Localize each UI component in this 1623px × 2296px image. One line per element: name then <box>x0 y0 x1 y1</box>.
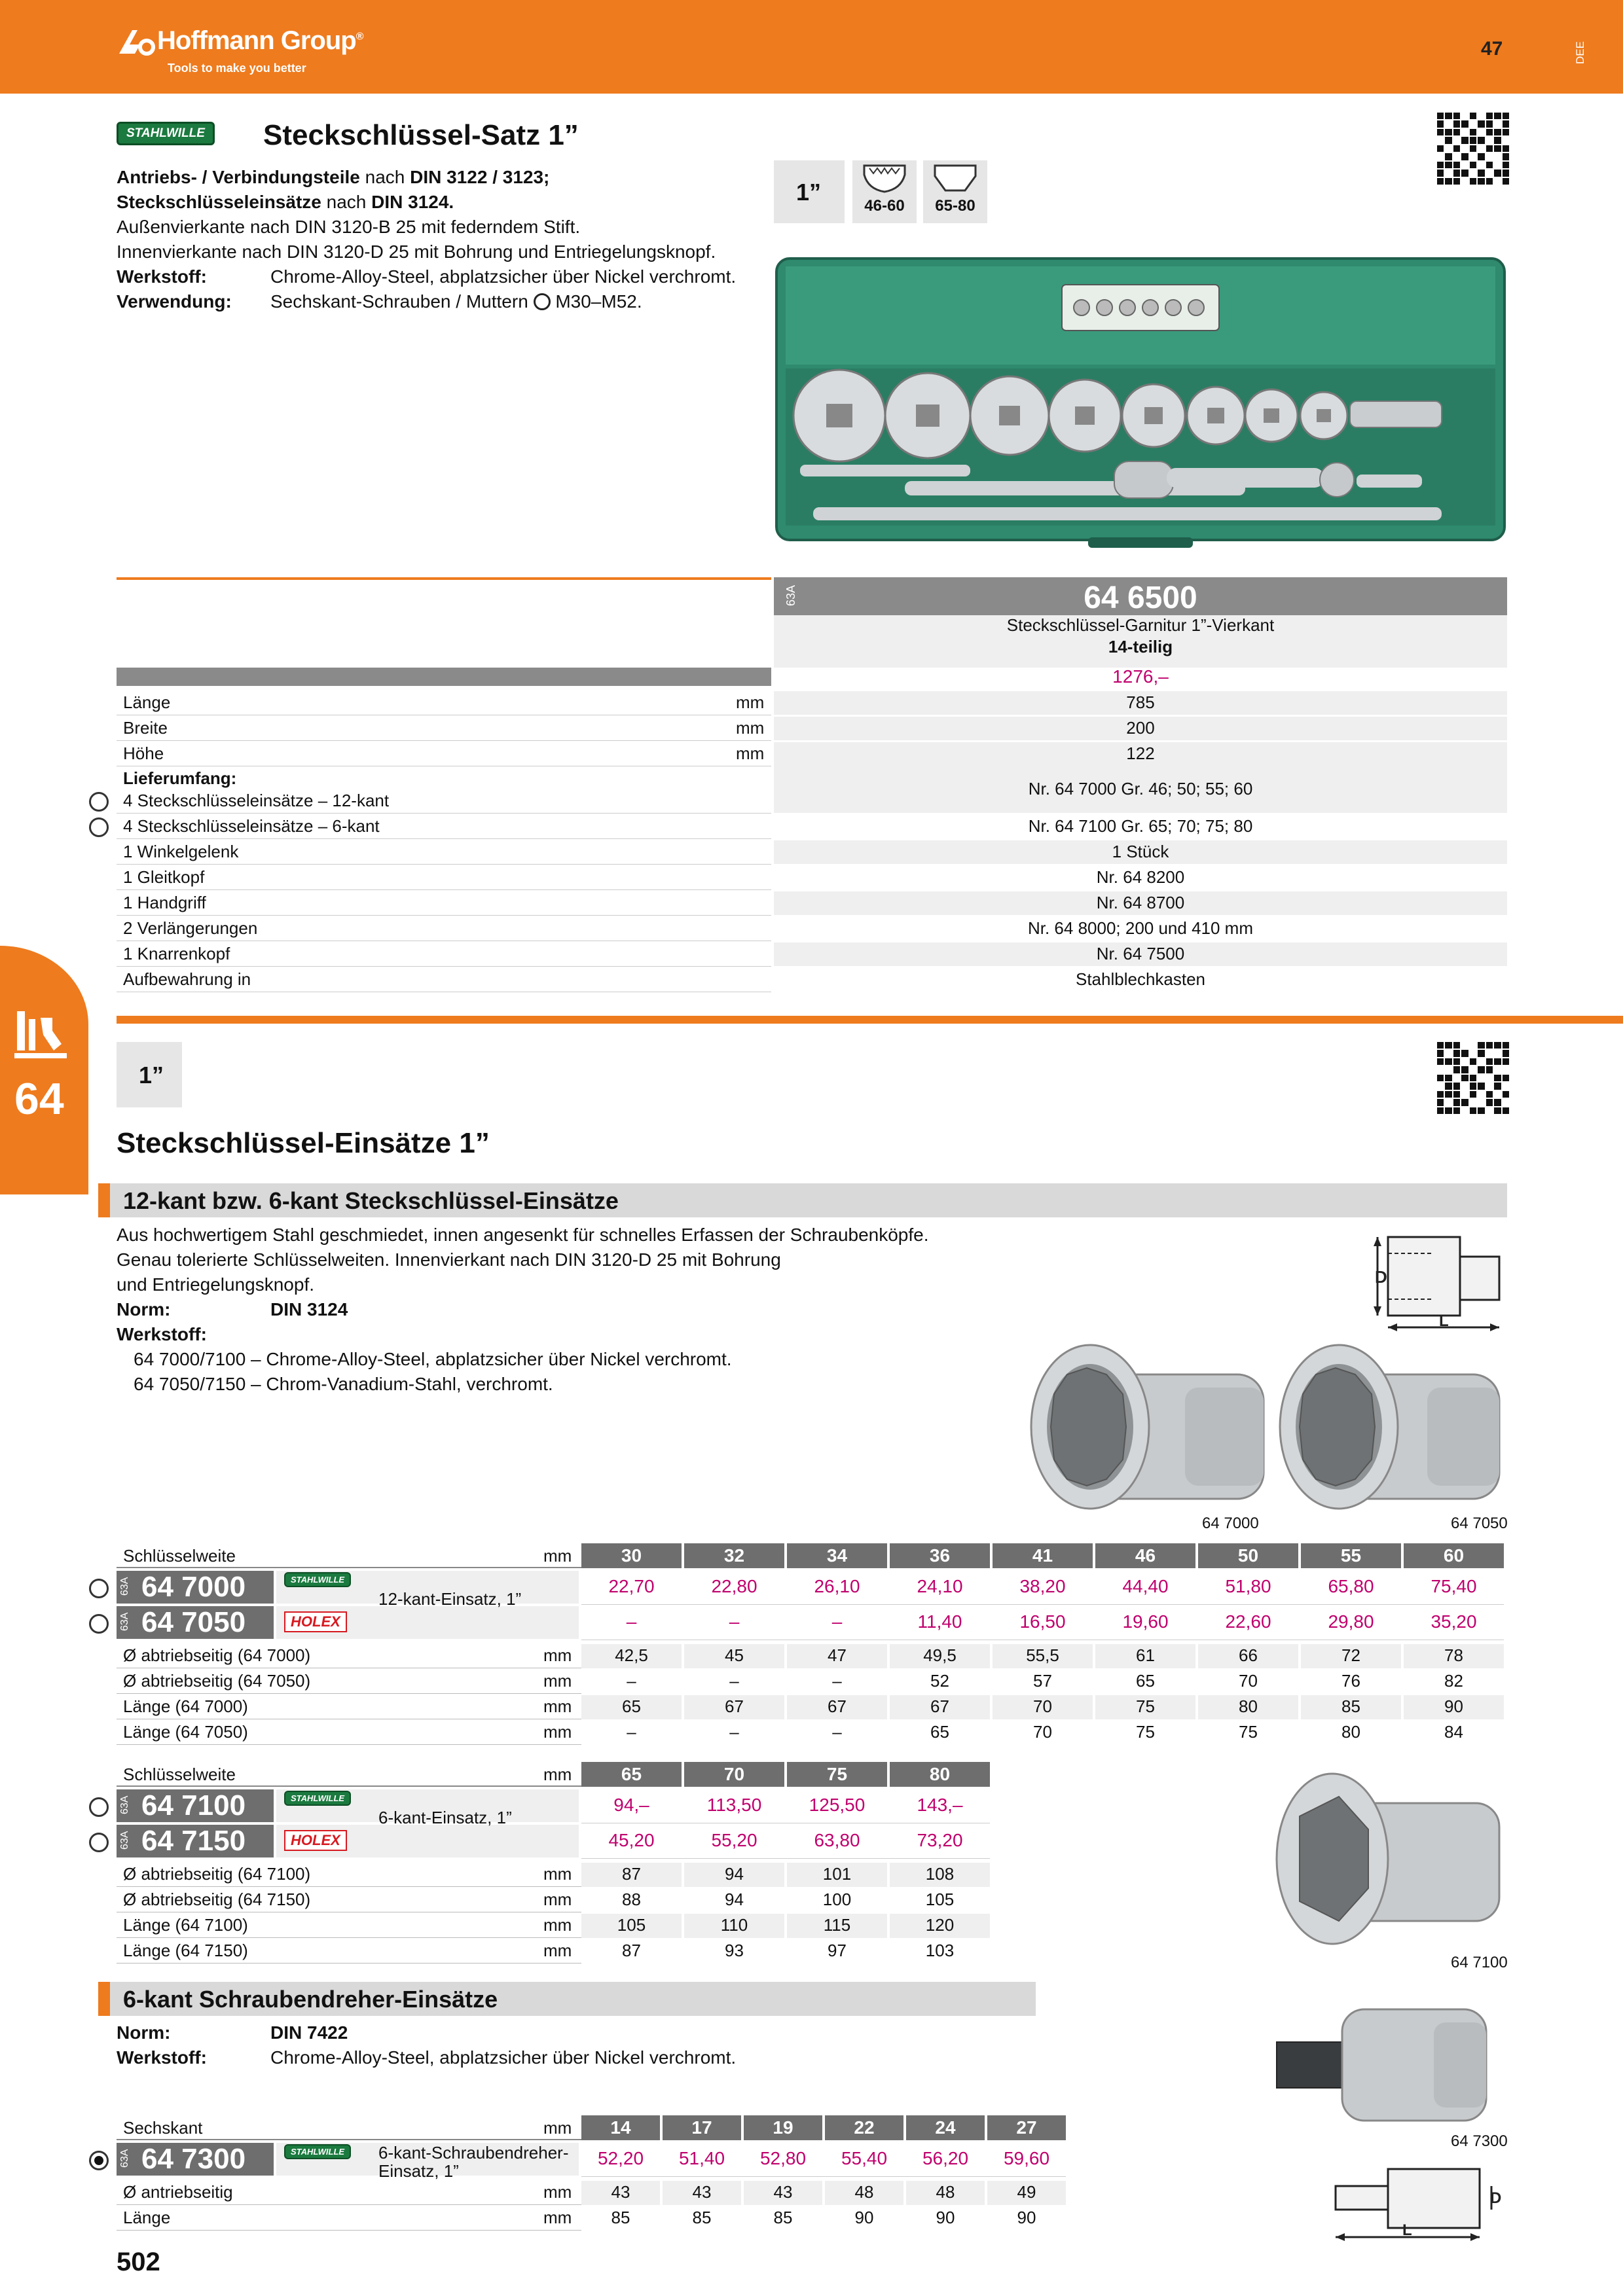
profile-12-range: 46-60 <box>864 197 905 215</box>
value-cell: 103 <box>925 1941 955 1960</box>
set-scope-item: 1 Gleitkopf <box>123 867 205 887</box>
screwdriver-material-line: Werkstoff: Chrome-Alloy-Steel, abplatzsicher über Nickel verchromt. <box>117 2047 737 2068</box>
row-label: Ø antriebseitig <box>123 2182 233 2202</box>
set-scope-value: Nr. 64 7500 <box>1096 944 1185 963</box>
select-radio[interactable] <box>89 817 109 837</box>
price-cell: 75,40 <box>1431 1576 1477 1596</box>
value-cell: 45 <box>725 1645 744 1665</box>
sockets-material-1: 64 7000/7100 – Chrome-Alloy-Steel, abplatzsicher über Nickel verchromt. <box>134 1349 732 1369</box>
type-label: 6-kant-Schraubendreher- <box>378 2143 569 2162</box>
value-cell: 84 <box>1444 1722 1463 1742</box>
price-cell: 22,70 <box>608 1576 655 1596</box>
stahlwille-badge: STAHLWILLE <box>284 1791 351 1806</box>
screwdriver-title-bar <box>98 1982 1036 2016</box>
screwdriver-accent <box>98 1982 110 2016</box>
price-cell: 38,20 <box>1019 1576 1066 1596</box>
price-cell: 44,40 <box>1122 1576 1169 1596</box>
value-cell: 90 <box>1017 2208 1036 2227</box>
value-cell: 55,5 <box>1026 1645 1059 1665</box>
set-scope-label: Lieferumfang: <box>123 768 237 788</box>
brand-name: Hoffmann Group® <box>157 26 363 55</box>
set-dim-value: 785 <box>1126 692 1155 712</box>
page-number-bottom: 502 <box>117 2248 160 2276</box>
value-cell: – <box>729 1671 739 1691</box>
set-dim-unit: mm <box>736 692 765 712</box>
row-label: Länge (64 7150) <box>123 1941 248 1960</box>
article-number-cell[interactable] <box>117 1825 274 1857</box>
article-number-cell[interactable] <box>117 1571 274 1604</box>
set-desc-2: 14-teilig <box>1108 637 1173 656</box>
price-cell: 143,– <box>917 1795 963 1815</box>
six-point-profile-icon <box>932 163 978 194</box>
set-dim-label: Breite <box>123 718 168 738</box>
size-header-cell: 22 <box>825 2115 903 2140</box>
value-cell: 90 <box>936 2208 955 2227</box>
price-cell: – <box>729 1611 740 1632</box>
price-cell: 56,20 <box>922 2148 969 2168</box>
image-label-647100: 64 7100 <box>1451 1954 1508 1971</box>
price-cell: 16,50 <box>1019 1611 1066 1632</box>
set-scope-item: 1 Knarrenkopf <box>123 944 230 963</box>
article-number: 64 7150 <box>141 1825 246 1857</box>
row-unit: mm <box>543 1915 572 1935</box>
holex-badge: HOLEX <box>284 1611 347 1632</box>
price-cell: – <box>626 1611 637 1632</box>
screwdriver-norm-line: Norm: DIN 7422 <box>117 2022 348 2043</box>
value-cell: 72 <box>1341 1645 1360 1665</box>
section-divider <box>117 1016 1623 1024</box>
article-number: 64 7100 <box>141 1789 246 1821</box>
price-cell: 24,10 <box>917 1576 963 1596</box>
twelve-point-profile-icon <box>862 163 907 194</box>
price-cell: 22,60 <box>1225 1611 1271 1632</box>
price-cell: 51,80 <box>1225 1576 1271 1596</box>
size-header-cell: 30 <box>581 1543 682 1568</box>
table-head-label: Schlüsselweite <box>123 1765 236 1784</box>
value-cell: 90 <box>854 2208 874 2227</box>
value-cell: 85 <box>1341 1696 1360 1716</box>
size-header-cell: 80 <box>890 1762 990 1787</box>
value-cell: 78 <box>1444 1645 1463 1665</box>
value-cell: 105 <box>925 1890 955 1909</box>
value-cell: 67 <box>828 1696 847 1716</box>
holex-badge: HOLEX <box>284 1830 347 1851</box>
value-cell: 76 <box>1341 1671 1360 1691</box>
set-scope-row <box>117 891 1507 916</box>
value-cell: 82 <box>1444 1671 1463 1691</box>
article-number-cell[interactable] <box>117 1789 274 1822</box>
set-scope-row <box>117 866 1507 891</box>
value-cell: 85 <box>692 2208 712 2227</box>
value-cell: 49,5 <box>923 1645 957 1665</box>
row-label: Ø abtriebseitig (64 7150) <box>123 1890 311 1909</box>
set-dim-value: 200 <box>1126 718 1155 738</box>
set-scope-value: Stahlblechkasten <box>1075 969 1206 989</box>
set-dim-unit: mm <box>736 744 765 763</box>
set-scope-item: 2 Verlängerungen <box>123 918 258 938</box>
socket-12-kant-image-stahlwille <box>1015 1335 1270 1518</box>
size-header-cell: 65 <box>581 1762 682 1787</box>
set-desc-line-4: Innenvierkante nach DIN 3120-D 25 mit Bohrung und Entriegelungsknopf. <box>117 242 716 262</box>
stahlwille-badge: STAHLWILLE <box>284 1572 351 1587</box>
size-header-cell: 17 <box>663 2115 741 2140</box>
sockets-desc-3: und Entriegelungsknopf. <box>117 1274 314 1295</box>
sockets-material-label: Werkstoff: <box>117 1324 207 1344</box>
price-cell: 45,20 <box>608 1830 655 1850</box>
article-number-cell[interactable] <box>117 2143 274 2176</box>
image-label-647000: 64 7000 <box>1202 1515 1259 1532</box>
row-unit: mm <box>543 1864 572 1884</box>
value-cell: 43 <box>773 2182 793 2202</box>
group-code: 63A <box>119 1612 130 1631</box>
value-cell: 61 <box>1136 1645 1155 1665</box>
dim-l-label: L <box>1439 1312 1449 1330</box>
value-cell: 93 <box>725 1941 744 1960</box>
table-head-unit: mm <box>543 1765 572 1784</box>
set-desc-line-1: Antriebs- / Verbindungsteile nach DIN 3122 / 3123; <box>117 167 550 187</box>
value-cell: 48 <box>854 2182 874 2202</box>
sockets-material-2: 64 7050/7150 – Chrom-Vanadium-Stahl, verchromt. <box>134 1374 553 1394</box>
size-header-cell: 55 <box>1301 1543 1401 1568</box>
bit-dim-l: L <box>1402 2221 1412 2239</box>
sockets-description <box>117 1223 1033 1397</box>
article-number-cell[interactable] <box>117 1606 274 1639</box>
group-code: 63A <box>119 1831 130 1850</box>
language-code: DEE <box>1574 41 1586 64</box>
price-cell: 94,– <box>613 1795 649 1815</box>
price-cell: 59,60 <box>1003 2148 1050 2168</box>
hex-outline-icon <box>534 293 551 310</box>
set-scope-value: Nr. 64 8700 <box>1096 893 1185 912</box>
set-group-code: 63A <box>784 584 797 606</box>
type-label: Einsatz, 1” <box>378 2161 459 2181</box>
set-dim-label: Länge <box>123 692 171 712</box>
profile-6-kant <box>923 160 987 223</box>
value-cell: 100 <box>822 1890 852 1909</box>
price-cell: 35,20 <box>1431 1611 1477 1632</box>
sockets-desc-2: Genau tolerierte Schlüsselweiten. Innenvierkant nach DIN 3120-D 25 mit Bohrung <box>117 1249 781 1270</box>
value-cell: – <box>627 1722 636 1742</box>
set-dim-row <box>117 742 1507 767</box>
value-cell: 90 <box>1444 1696 1463 1716</box>
type-label: 12-kant-Einsatz, 1” <box>378 1589 522 1609</box>
value-cell: 105 <box>617 1915 646 1935</box>
value-cell: 87 <box>622 1864 641 1884</box>
set-scope-value: Nr. 64 7000 Gr. 46; 50; 55; 60 <box>1028 779 1253 798</box>
article-radio[interactable] <box>89 1579 109 1598</box>
size-header-cell: 46 <box>1095 1543 1195 1568</box>
value-cell: 65 <box>1136 1671 1155 1691</box>
size-header-cell: 19 <box>744 2115 822 2140</box>
set-description <box>117 165 804 314</box>
row-label: Länge (64 7100) <box>123 1915 248 1935</box>
value-cell: 87 <box>622 1941 641 1960</box>
row-unit: mm <box>543 1890 572 1909</box>
drive-size-label: 1” <box>796 179 822 206</box>
price-cell: 19,60 <box>1122 1611 1169 1632</box>
sockets-norm-line: Norm: DIN 3124 <box>117 1299 348 1319</box>
value-cell: 67 <box>930 1696 949 1716</box>
set-scope-value: Nr. 64 8200 <box>1096 867 1185 887</box>
row-unit: mm <box>543 1941 572 1960</box>
value-cell: 94 <box>725 1864 744 1884</box>
row-unit: mm <box>543 2208 572 2227</box>
set-desc-1: Steckschlüssel-Garnitur 1”-Vierkant <box>1006 615 1275 635</box>
hoffmann-logo-icon <box>117 25 156 58</box>
value-cell: 115 <box>823 1915 851 1935</box>
value-cell: 94 <box>725 1890 744 1909</box>
size-header-cell: 27 <box>987 2115 1066 2140</box>
page-number-top: 47 <box>1481 38 1503 60</box>
value-cell: – <box>627 1671 636 1691</box>
screwdriver-bit-image <box>1270 1990 1506 2134</box>
value-cell: 75 <box>1136 1722 1155 1742</box>
image-label-647300: 64 7300 <box>1451 2132 1508 2150</box>
brand-tagline: Tools to make you better <box>168 62 306 75</box>
value-cell: 67 <box>725 1696 744 1716</box>
set-scope-row <box>117 942 1507 967</box>
price-cell: 11,40 <box>917 1611 962 1632</box>
article-number: 64 7050 <box>141 1606 246 1638</box>
set-scope-row <box>117 779 1507 814</box>
row-unit: mm <box>543 2182 572 2202</box>
set-title: Steckschlüssel-Satz 1” <box>263 119 579 151</box>
chapter-number: 64 <box>14 1074 64 1124</box>
row-unit: mm <box>543 1696 572 1716</box>
value-cell: 49 <box>1017 2182 1036 2202</box>
sockets-subtitle: 12-kant bzw. 6-kant Steckschlüssel-Einsätze <box>123 1187 619 1214</box>
set-description-cell <box>774 615 1507 668</box>
qr-code-icon <box>1437 1042 1509 1114</box>
value-cell: 48 <box>936 2182 955 2202</box>
group-code: 63A <box>119 1577 130 1596</box>
set-article-number[interactable]: 64 6500 <box>1084 581 1197 615</box>
value-cell: 57 <box>1033 1671 1052 1691</box>
row-unit: mm <box>543 1671 572 1691</box>
set-scope-row <box>117 917 1507 942</box>
value-cell: 85 <box>611 2208 630 2227</box>
set-desc-line-2: Steckschlüsseleinsätze nach DIN 3124. <box>117 192 454 212</box>
value-cell: 43 <box>611 2182 630 2202</box>
value-cell: 80 <box>1239 1696 1258 1716</box>
dim-d-label: D <box>1375 1267 1387 1287</box>
price-cell: 29,80 <box>1328 1611 1374 1632</box>
row-label: Ø abtriebseitig (64 7000) <box>123 1645 311 1665</box>
value-cell: 70 <box>1033 1696 1052 1716</box>
price-cell: 52,20 <box>597 2148 644 2168</box>
screwdriver-spec <box>117 2020 1033 2070</box>
size-header-cell: 70 <box>684 1762 784 1787</box>
value-cell: 110 <box>720 1915 748 1935</box>
size-header-cell: 14 <box>581 2115 660 2140</box>
set-dim-unit: mm <box>736 718 765 738</box>
value-cell: 97 <box>828 1941 847 1960</box>
set-scope-item: 4 Steckschlüsseleinsätze – 12-kant <box>123 791 390 810</box>
article-number: 64 7000 <box>141 1571 246 1603</box>
row-label: Ø abtriebseitig (64 7050) <box>123 1671 311 1691</box>
table-head-unit: mm <box>543 1546 572 1566</box>
size-header-cell: 24 <box>906 2115 985 2140</box>
article-radio[interactable] <box>89 1614 109 1634</box>
drive-size-box <box>774 160 845 223</box>
price-cell: – <box>831 1611 843 1632</box>
set-desc-line-3: Außenvierkante nach DIN 3120-B 25 mit federndem Stift. <box>117 217 581 237</box>
value-cell: 88 <box>622 1890 641 1909</box>
row-label: Ø abtriebseitig (64 7100) <box>123 1864 311 1884</box>
price-cell: 65,80 <box>1328 1576 1374 1596</box>
size-header-cell: 32 <box>684 1543 784 1568</box>
set-material-line: Werkstoff: Chrome-Alloy-Steel, abplatzsicher über Nickel verchromt. <box>117 266 737 287</box>
socket-12-kant-image-holex <box>1270 1335 1506 1518</box>
table-head-label: Sechskant <box>123 2118 203 2138</box>
set-scope-value: 1 Stück <box>1112 842 1169 861</box>
row-label: Länge <box>123 2208 171 2227</box>
value-cell: – <box>729 1722 739 1742</box>
value-cell: 120 <box>925 1915 955 1935</box>
table-head-label: Schlüsselweite <box>123 1546 236 1566</box>
socket-dimension-drawing <box>1368 1230 1506 1335</box>
price-cell: 26,10 <box>814 1576 860 1596</box>
price-cell: 22,80 <box>711 1576 757 1596</box>
value-cell: 108 <box>925 1864 955 1884</box>
price-cell: 55,20 <box>711 1830 757 1850</box>
set-scope-value: Nr. 64 8000; 200 und 410 mm <box>1027 918 1253 938</box>
set-scope-item: 1 Handgriff <box>123 893 206 912</box>
socket-set-case-image <box>774 252 1507 553</box>
value-cell: 101 <box>822 1864 852 1884</box>
row-unit: mm <box>543 1722 572 1742</box>
value-cell: 52 <box>930 1671 949 1691</box>
value-cell: – <box>832 1722 842 1742</box>
set-dim-label: Höhe <box>123 744 164 763</box>
article-number: 64 7300 <box>141 2143 246 2175</box>
sockets-desc-1: Aus hochwertigem Stahl geschmiedet, innen angesenkt für schnelles Erfassen der Schraubenköpfe. <box>117 1225 929 1245</box>
set-scope-item: Aufbewahrung in <box>123 969 251 989</box>
set-table-top-rule <box>117 577 771 580</box>
group-code: 63A <box>119 1795 130 1814</box>
price-cell: 125,50 <box>809 1795 866 1815</box>
sockets-subtitle-bar <box>98 1183 1507 1217</box>
value-cell: 42,5 <box>615 1645 648 1665</box>
size-header-cell: 75 <box>787 1762 887 1787</box>
socket-drive-label: 1” <box>139 1062 164 1088</box>
row-unit: mm <box>543 1645 572 1665</box>
value-cell: 70 <box>1239 1671 1258 1691</box>
size-header-cell: 60 <box>1404 1543 1504 1568</box>
set-usage-line: Verwendung: Sechskant-Schrauben / Muttern M30–M52. <box>117 291 642 312</box>
value-cell: 65 <box>622 1696 641 1716</box>
set-dim-value: 122 <box>1126 744 1155 763</box>
price-cell: 73,20 <box>917 1830 963 1850</box>
profile-6-range: 65-80 <box>935 197 976 215</box>
value-cell: 80 <box>1341 1722 1360 1742</box>
value-cell: 75 <box>1239 1722 1258 1742</box>
price-cell: 52,80 <box>759 2148 807 2168</box>
set-scope-row <box>117 968 1507 993</box>
value-cell: 65 <box>930 1722 949 1742</box>
stahlwille-badge: STAHLWILLE <box>284 2144 351 2159</box>
profile-12-kant <box>852 160 917 223</box>
set-price: 1276,– <box>1112 666 1169 687</box>
article-radio[interactable] <box>89 1797 109 1817</box>
row-label: Länge (64 7050) <box>123 1722 248 1742</box>
sockets-title: Steckschlüssel-Einsätze 1” <box>117 1127 490 1159</box>
size-header-cell: 34 <box>787 1543 887 1568</box>
price-cell: 55,40 <box>841 2148 888 2168</box>
set-scope-item: 4 Steckschlüsseleinsätze – 6-kant <box>123 816 380 836</box>
size-header-cell: 36 <box>890 1543 990 1568</box>
bit-dim-d: D <box>1490 2189 1502 2207</box>
value-cell: 70 <box>1033 1722 1052 1742</box>
chapter-tab <box>0 946 88 1194</box>
subtitle-accent <box>98 1183 110 1217</box>
row-label: Länge (64 7000) <box>123 1696 248 1716</box>
value-cell: 43 <box>692 2182 712 2202</box>
price-cell: 51,40 <box>678 2148 725 2168</box>
image-label-647050: 64 7050 <box>1451 1515 1508 1532</box>
set-dim-row <box>117 691 1507 716</box>
set-label-header-bar <box>117 668 771 686</box>
bit-dimension-drawing <box>1329 2160 1506 2245</box>
table-head-unit: mm <box>543 2118 572 2138</box>
value-cell: 75 <box>1136 1696 1155 1716</box>
size-header-cell: 41 <box>993 1543 1093 1568</box>
price-cell: 63,80 <box>814 1830 860 1850</box>
value-cell: 85 <box>773 2208 793 2227</box>
set-scope-value: Nr. 64 7100 Gr. 65; 70; 75; 80 <box>1028 816 1253 836</box>
socket-6-kant-image <box>1270 1764 1506 1954</box>
qr-code-icon <box>1437 113 1509 185</box>
socket-drive-box <box>117 1042 182 1107</box>
screwdriver-title: 6-kant Schraubendreher-Einsätze <box>123 1986 498 2013</box>
stahlwille-badge: STAHLWILLE <box>117 122 215 145</box>
group-code: 63A <box>119 2149 130 2168</box>
tools-icon <box>14 1005 67 1064</box>
value-cell: 66 <box>1239 1645 1258 1665</box>
set-dim-row <box>117 717 1507 742</box>
value-cell: 47 <box>828 1645 847 1665</box>
type-label: 6-kant-Einsatz, 1” <box>378 1808 512 1827</box>
article-radio[interactable] <box>89 1833 109 1852</box>
set-article-bar <box>774 577 1507 615</box>
select-radio[interactable] <box>89 792 109 812</box>
article-radio[interactable] <box>89 2151 109 2170</box>
set-scope-item: 1 Winkelgelenk <box>123 842 239 861</box>
value-cell: – <box>832 1671 842 1691</box>
size-header-cell: 50 <box>1198 1543 1298 1568</box>
set-scope-row <box>117 815 1507 840</box>
set-scope-row <box>117 840 1507 865</box>
price-cell: 113,50 <box>706 1795 762 1815</box>
